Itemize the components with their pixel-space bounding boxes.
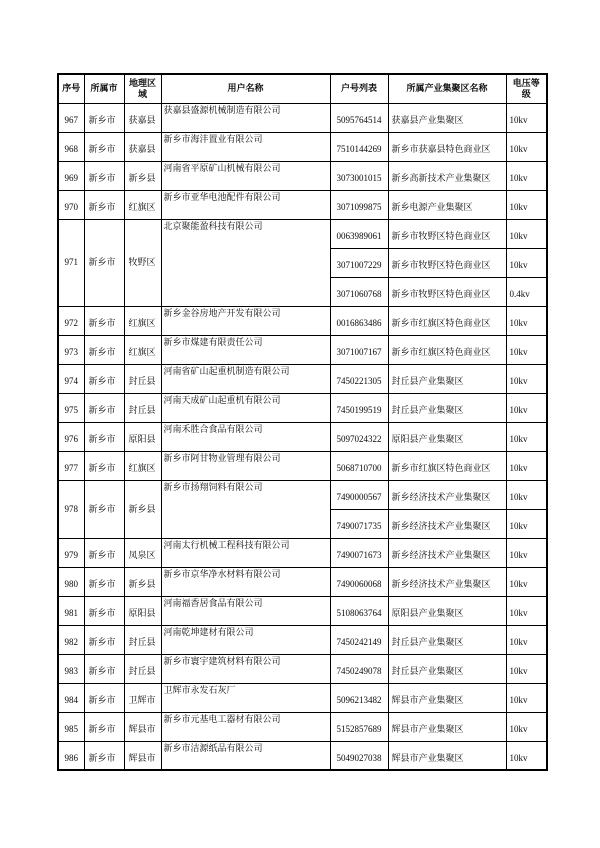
company-cell: 新乡市扬翔饲料有限公司	[161, 480, 330, 538]
table-row	[58, 74, 547, 103]
region-cell: 红旗区	[124, 335, 161, 364]
city-cell: 新乡市	[84, 422, 124, 451]
region-cell: 红旗区	[124, 190, 161, 219]
seq-cell: 979	[58, 538, 84, 567]
region-cell: 封丘县	[124, 393, 161, 422]
table-row	[58, 103, 547, 132]
company-cell: 新乡市海沣置业有限公司	[161, 132, 330, 161]
voltage-level-cell: 10kv	[506, 451, 547, 480]
city-cell: 新乡市	[84, 335, 124, 364]
city-cell: 新乡市	[84, 741, 124, 770]
cluster-name-cell: 新乡经济技术产业集聚区	[388, 480, 506, 509]
cluster-name-cell: 新乡高新技术产业集聚区	[388, 161, 506, 190]
table-row	[58, 538, 547, 567]
voltage-level-cell: 10kv	[506, 596, 547, 625]
region-cell: 封丘县	[124, 654, 161, 683]
account-number-cell: 0063989061	[330, 219, 388, 248]
region-cell: 牧野区	[124, 219, 161, 306]
account-number-cell: 5097024322	[330, 422, 388, 451]
city-cell: 新乡市	[84, 190, 124, 219]
seq-cell: 975	[58, 393, 84, 422]
table-row	[58, 422, 547, 451]
account-number-cell: 7490071673	[330, 538, 388, 567]
seq-cell: 973	[58, 335, 84, 364]
cluster-name-cell: 新乡市牧野区特色商业区	[388, 248, 506, 277]
cluster-name-cell: 获嘉县产业集聚区	[388, 103, 506, 132]
seq-cell: 971	[58, 219, 84, 306]
seq-cell: 984	[58, 683, 84, 712]
table-row	[58, 451, 547, 480]
account-number-cell: 7490060068	[330, 567, 388, 596]
column-header: 用户名称	[161, 74, 330, 103]
region-cell: 封丘县	[124, 364, 161, 393]
company-cell: 新乡市洁源纸品有限公司	[161, 741, 330, 770]
seq-cell: 986	[58, 741, 84, 770]
cluster-name-cell: 新乡市获嘉县特色商业区	[388, 132, 506, 161]
account-number-cell: 5049027038	[330, 741, 388, 770]
voltage-level-cell: 10kv	[506, 683, 547, 712]
company-cell: 新乡市亚华电池配件有限公司	[161, 190, 330, 219]
city-cell: 新乡市	[84, 364, 124, 393]
voltage-level-cell: 10kv	[506, 538, 547, 567]
city-cell: 新乡市	[84, 132, 124, 161]
account-number-cell: 5108063764	[330, 596, 388, 625]
cluster-name-cell: 封丘县产业集聚区	[388, 393, 506, 422]
voltage-level-cell: 10kv	[506, 422, 547, 451]
region-cell: 获嘉县	[124, 103, 161, 132]
table-row	[58, 393, 547, 422]
column-header: 所属市	[84, 74, 124, 103]
table-row	[58, 306, 547, 335]
voltage-level-cell: 10kv	[506, 654, 547, 683]
voltage-level-cell: 10kv	[506, 161, 547, 190]
voltage-level-cell: 10kv	[506, 335, 547, 364]
region-cell: 获嘉县	[124, 132, 161, 161]
table-row	[58, 712, 547, 741]
seq-cell: 978	[58, 480, 84, 538]
company-cell: 河南禾胜合食品有限公司	[161, 422, 330, 451]
cluster-name-cell: 原阳县产业集聚区	[388, 596, 506, 625]
voltage-level-cell: 10kv	[506, 248, 547, 277]
table-row	[58, 741, 547, 770]
city-cell: 新乡市	[84, 161, 124, 190]
city-cell: 新乡市	[84, 712, 124, 741]
city-cell: 新乡市	[84, 596, 124, 625]
account-number-cell: 7450199519	[330, 393, 388, 422]
cluster-name-cell: 新乡经济技术产业集聚区	[388, 538, 506, 567]
seq-cell: 983	[58, 654, 84, 683]
account-number-cell: 3073001015	[330, 161, 388, 190]
cluster-name-cell: 新乡市红旗区特色商业区	[388, 335, 506, 364]
company-cell: 新乡市京华净水材料有限公司	[161, 567, 330, 596]
voltage-level-cell: 10kv	[506, 712, 547, 741]
company-cell: 新乡市寰宇建筑材料有限公司	[161, 654, 330, 683]
region-cell: 红旗区	[124, 306, 161, 335]
region-cell: 封丘县	[124, 625, 161, 654]
company-cell: 河南省矿山起重机制造有限公司	[161, 364, 330, 393]
region-cell: 原阳县	[124, 422, 161, 451]
region-cell: 原阳县	[124, 596, 161, 625]
table-row	[58, 480, 547, 509]
company-cell: 新乡市煤建有限责任公司	[161, 335, 330, 364]
voltage-level-cell: 10kv	[506, 132, 547, 161]
seq-cell: 976	[58, 422, 84, 451]
account-number-cell: 7450249078	[330, 654, 388, 683]
table-row	[58, 335, 547, 364]
table-row	[58, 364, 547, 393]
seq-cell: 972	[58, 306, 84, 335]
region-cell: 辉县市	[124, 712, 161, 741]
voltage-level-cell: 10kv	[506, 480, 547, 509]
table-row	[58, 596, 547, 625]
account-number-cell: 7490071735	[330, 509, 388, 538]
company-cell: 河南太行机械工程科技有限公司	[161, 538, 330, 567]
company-cell: 河南省平原矿山机械有限公司	[161, 161, 330, 190]
table-row	[58, 190, 547, 219]
city-cell: 新乡市	[84, 567, 124, 596]
cluster-name-cell: 新乡市红旗区特色商业区	[388, 306, 506, 335]
region-cell: 新乡县	[124, 567, 161, 596]
table-row	[58, 219, 547, 248]
table-row	[58, 625, 547, 654]
seq-cell: 969	[58, 161, 84, 190]
voltage-level-cell: 10kv	[506, 625, 547, 654]
seq-cell: 980	[58, 567, 84, 596]
voltage-level-cell: 10kv	[506, 741, 547, 770]
cluster-name-cell: 新乡电源产业集聚区	[388, 190, 506, 219]
user-account-table	[57, 73, 548, 771]
seq-cell: 985	[58, 712, 84, 741]
city-cell: 新乡市	[84, 538, 124, 567]
city-cell: 新乡市	[84, 219, 124, 306]
city-cell: 新乡市	[84, 451, 124, 480]
company-cell: 新乡金谷房地产开发有限公司	[161, 306, 330, 335]
seq-cell: 982	[58, 625, 84, 654]
table-row	[58, 683, 547, 712]
table-body	[58, 103, 547, 770]
city-cell: 新乡市	[84, 683, 124, 712]
account-number-cell: 7450221305	[330, 364, 388, 393]
voltage-level-cell: 10kv	[506, 190, 547, 219]
region-cell: 凤泉区	[124, 538, 161, 567]
cluster-name-cell: 新乡市牧野区特色商业区	[388, 277, 506, 306]
account-number-cell: 7450242149	[330, 625, 388, 654]
cluster-name-cell: 新乡经济技术产业集聚区	[388, 509, 506, 538]
account-number-cell: 3071007229	[330, 248, 388, 277]
region-cell: 新乡县	[124, 161, 161, 190]
city-cell: 新乡市	[84, 306, 124, 335]
city-cell: 新乡市	[84, 625, 124, 654]
city-cell: 新乡市	[84, 654, 124, 683]
company-cell: 北京聚能盈科技有限公司	[161, 219, 330, 306]
region-cell: 辉县市	[124, 741, 161, 770]
company-cell: 新乡市阿甘物业管理有限公司	[161, 451, 330, 480]
voltage-level-cell: 0.4kv	[506, 277, 547, 306]
table-row	[58, 161, 547, 190]
cluster-name-cell: 辉县市产业集聚区	[388, 712, 506, 741]
voltage-level-cell: 10kv	[506, 103, 547, 132]
cluster-name-cell: 封丘县产业集聚区	[388, 364, 506, 393]
city-cell: 新乡市	[84, 480, 124, 538]
company-cell: 获嘉县盛源机械制造有限公司	[161, 103, 330, 132]
table-header-row	[58, 74, 547, 103]
account-number-cell: 3071007167	[330, 335, 388, 364]
region-cell: 新乡县	[124, 480, 161, 538]
company-cell: 河南福香居食品有限公司	[161, 596, 330, 625]
account-number-cell: 0016863486	[330, 306, 388, 335]
account-number-cell: 3071099875	[330, 190, 388, 219]
company-cell: 河南天成矿山起重机有限公司	[161, 393, 330, 422]
seq-cell: 981	[58, 596, 84, 625]
company-cell: 河南乾坤建材有限公司	[161, 625, 330, 654]
column-header: 户号列表	[330, 74, 388, 103]
voltage-level-cell: 10kv	[506, 567, 547, 596]
seq-cell: 977	[58, 451, 84, 480]
company-cell: 卫辉市永发石灰厂	[161, 683, 330, 712]
seq-cell: 970	[58, 190, 84, 219]
cluster-name-cell: 封丘县产业集聚区	[388, 625, 506, 654]
account-number-cell: 5096213482	[330, 683, 388, 712]
account-number-cell: 5152857689	[330, 712, 388, 741]
table-row	[58, 132, 547, 161]
seq-cell: 967	[58, 103, 84, 132]
account-number-cell: 5068710700	[330, 451, 388, 480]
region-cell: 红旗区	[124, 451, 161, 480]
account-number-cell: 3071060768	[330, 277, 388, 306]
voltage-level-cell: 10kv	[506, 509, 547, 538]
voltage-level-cell: 10kv	[506, 306, 547, 335]
company-cell: 新乡市元基电工器材有限公司	[161, 712, 330, 741]
cluster-name-cell: 辉县市产业集聚区	[388, 683, 506, 712]
account-number-cell: 5095764514	[330, 103, 388, 132]
cluster-name-cell: 新乡市牧野区特色商业区	[388, 219, 506, 248]
account-number-cell: 7490000567	[330, 480, 388, 509]
table-row	[58, 567, 547, 596]
column-header: 电压等级	[506, 74, 547, 103]
column-header: 所属产业集聚区名称	[388, 74, 506, 103]
seq-cell: 968	[58, 132, 84, 161]
cluster-name-cell: 封丘县产业集聚区	[388, 654, 506, 683]
cluster-name-cell: 原阳县产业集聚区	[388, 422, 506, 451]
region-cell: 卫辉市	[124, 683, 161, 712]
voltage-level-cell: 10kv	[506, 364, 547, 393]
cluster-name-cell: 辉县市产业集聚区	[388, 741, 506, 770]
seq-cell: 974	[58, 364, 84, 393]
cluster-name-cell: 新乡经济技术产业集聚区	[388, 567, 506, 596]
column-header: 地理区域	[124, 74, 161, 103]
voltage-level-cell: 10kv	[506, 393, 547, 422]
voltage-level-cell: 10kv	[506, 219, 547, 248]
city-cell: 新乡市	[84, 393, 124, 422]
column-header: 序号	[58, 74, 84, 103]
table-row	[58, 654, 547, 683]
account-number-cell: 7510144269	[330, 132, 388, 161]
cluster-name-cell: 新乡市红旗区特色商业区	[388, 451, 506, 480]
city-cell: 新乡市	[84, 103, 124, 132]
